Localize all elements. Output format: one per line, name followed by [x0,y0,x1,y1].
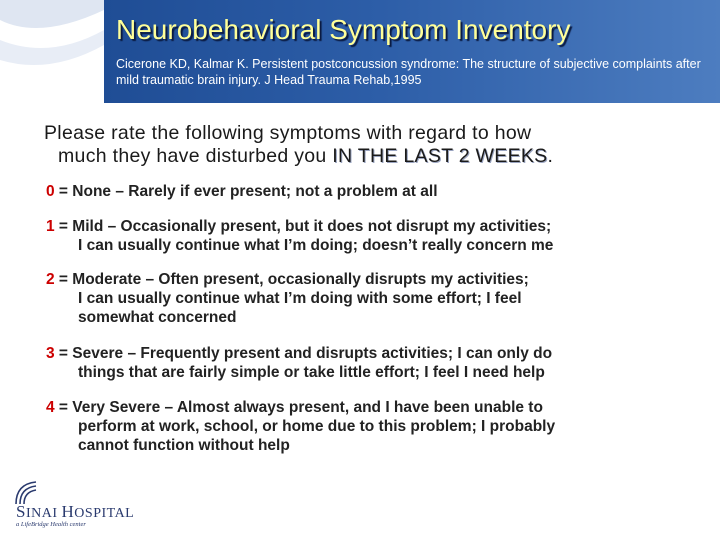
rating-description-continued: somewhat concerned [78,309,237,326]
rating-description-continued: I can usually continue what I’m doing; doesn’t really concern me [78,237,554,254]
rating-description: = Severe – Frequently present and disrupts activities; I can only do [54,345,553,362]
rating-number: 3 [46,345,55,362]
rating-description-continued: I can usually continue what I’m doing with some effort; I feel [78,290,522,307]
header-band [0,0,720,103]
rating-number: 0 [46,183,55,200]
rating-description: = Very Severe – Almost always present, and I have been unable to [54,399,543,416]
decorative-corner-icon [0,0,104,103]
instructions-line-1: Please rate the following symptoms with regard to how [44,122,532,144]
rating-item-0 [46,182,686,201]
instructions [44,122,694,168]
rating-description: = Moderate – Often present, occasionally disrupts my activities; [54,271,529,288]
instructions-emphasis: IN THE LAST 2 WEEKS [332,145,548,167]
logo-letters: OSPITAL [74,506,135,521]
rating-description: = None – Rarely if ever present; not a problem at all [54,183,438,200]
rating-description-continued: things that are fairly simple or take little effort; I feel I need help [78,364,545,381]
logo-letter: S [16,502,26,521]
logo-tagline: a LifeBridge Health center [16,521,86,528]
instructions-period: . [547,145,554,167]
rating-item-1 [46,217,686,255]
instructions-line-2 [44,145,694,168]
instructions-line-2-text: much they have disturbed you [58,145,333,167]
rating-description-continued: cannot function without help [78,437,290,454]
rating-item-3 [46,344,686,382]
logo-letters: INAI [25,506,62,521]
logo-wordmark [16,502,134,522]
citation: Cicerone KD, Kalmar K. Persistent postconcussion syndrome: The structure of subjective complaints after mild traumatic brain injury. J Head Trauma Rehab,1995 [116,57,701,87]
slide-title: Neurobehavioral Symptom Inventory [116,14,571,45]
rating-item-2 [46,270,686,327]
rating-description: = Mild – Occasionally present, but it does not disrupt my activities; [54,218,552,235]
rating-item-4 [46,398,686,455]
logo-letter: H [61,502,75,521]
rating-number: 1 [46,218,55,235]
rating-number: 4 [46,399,55,416]
rating-number: 2 [46,271,55,288]
rating-description-continued: perform at work, school, or home due to this problem; I probably [78,418,556,435]
